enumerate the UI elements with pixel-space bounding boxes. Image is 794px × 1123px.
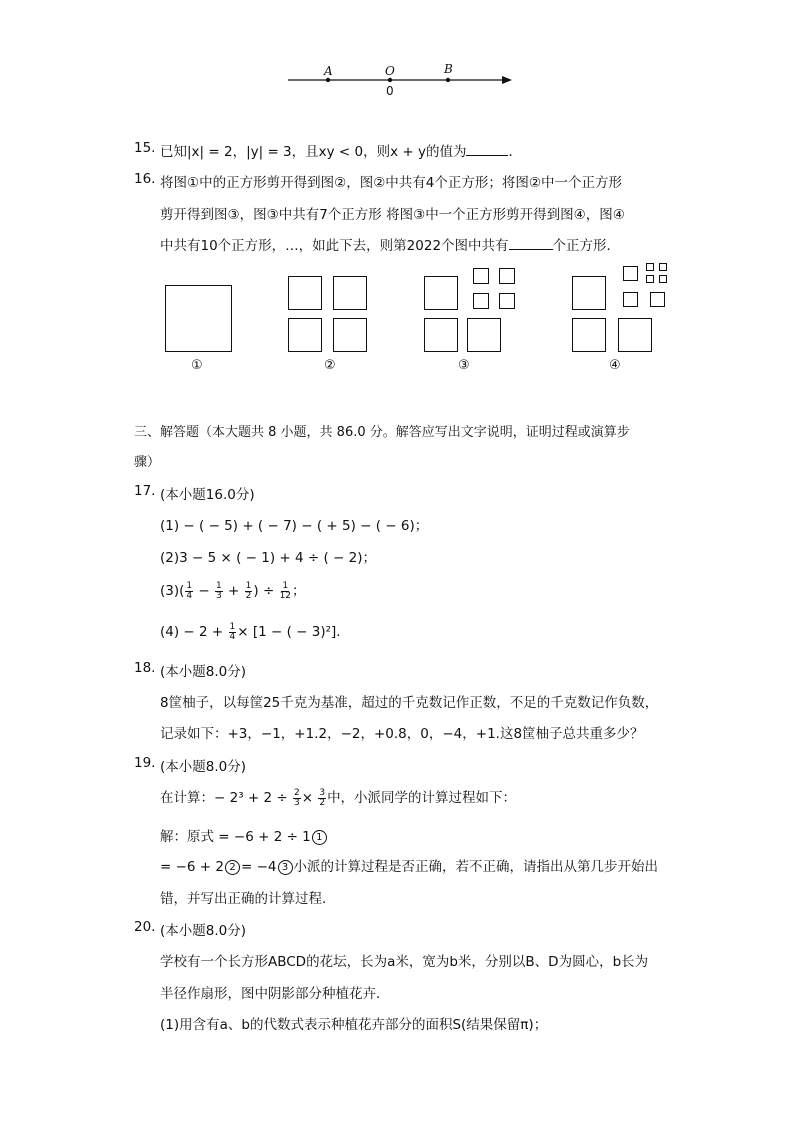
fraction-num: 1 xyxy=(245,580,252,591)
q20-score: (本小题8.0分) xyxy=(160,923,247,939)
q15-answer-blank xyxy=(466,141,508,156)
fraction-num: 3 xyxy=(319,787,326,798)
fraction xyxy=(245,582,253,601)
q17-score: (本小题16.0分) xyxy=(160,487,255,503)
q19-number: 19. xyxy=(134,755,156,771)
fraction-den: 2 xyxy=(245,590,252,601)
fig3-small-square xyxy=(499,268,515,284)
fig4-square xyxy=(572,318,606,352)
fig3-square xyxy=(424,276,458,310)
fig3-caption: ③ xyxy=(458,358,470,373)
fig1-square xyxy=(165,285,232,352)
q16-line2: 剪开得到图③，图③中共有7个正方形 将图③中一个正方形剪开得到图④，图④ xyxy=(160,207,625,223)
q19-solution-step1 xyxy=(160,825,328,845)
fig3-square xyxy=(424,318,458,352)
fig4-small-square xyxy=(650,292,665,307)
fig3-small-square xyxy=(499,293,515,309)
q19-line-end: 错，并写出正确的计算过程． xyxy=(160,891,336,907)
number-line xyxy=(280,58,520,102)
q19-calc xyxy=(160,786,516,808)
label-o: O xyxy=(385,64,395,78)
fig4-tiny-square xyxy=(646,263,654,271)
fig3-small-square xyxy=(473,293,489,309)
fig4-tiny-square xyxy=(646,275,654,283)
q20-line2: 半径作扇形，图中阴影部分种植花卉． xyxy=(160,986,390,1002)
fig3-small-square xyxy=(473,268,489,284)
fraction-num: 1 xyxy=(186,580,193,591)
q16-answer-blank xyxy=(509,235,553,250)
fraction xyxy=(280,582,291,601)
point-a xyxy=(326,78,330,82)
q19-score: (本小题8.0分) xyxy=(160,759,247,775)
q17-part1: (1) − ( − 5) + ( − 7) − ( + 5) − ( − 6)； xyxy=(160,518,429,534)
fig2-square xyxy=(288,318,322,352)
fraction-den: 2 xyxy=(319,797,326,808)
fraction-num: 1 xyxy=(229,621,236,632)
q20-line1: 学校有一个长方形ABCD的花坛，长为a米，宽为b米，分别以B、D为圆心，b长为 xyxy=(160,954,649,970)
q15-text xyxy=(160,140,522,160)
fraction xyxy=(318,789,326,808)
label-b: B xyxy=(444,62,453,76)
q20-number: 20. xyxy=(134,919,156,935)
q17-p4-pre: (4) − 2 + xyxy=(160,624,228,640)
fig4-caption: ④ xyxy=(609,358,621,373)
fig2-square xyxy=(333,276,367,310)
fraction-den: 4 xyxy=(229,631,236,642)
q17-part2: (2)3 − 5 × ( − 1) + 4 ÷ ( − 2)； xyxy=(160,550,376,566)
point-o xyxy=(388,78,392,82)
q15-question: 已知|x| = 2，|y| = 3，且xy < 0，则x + y的值为 xyxy=(160,144,467,160)
q19-calc-pre: 在计算：− 2³ + 2 ÷ xyxy=(160,790,292,806)
fig1-caption: ① xyxy=(191,358,203,373)
q20-line3: (1)用含有a、b的代数式表示种植花卉部分的面积S(结果保留π)； xyxy=(160,1017,548,1033)
point-b xyxy=(446,78,450,82)
q15-number: 15. xyxy=(134,140,156,156)
fraction-num: 1 xyxy=(216,580,222,591)
fraction-den: 3 xyxy=(293,797,300,808)
q18-score: (本小题8.0分) xyxy=(160,664,247,680)
fig4-square xyxy=(618,318,652,352)
q19-sol2b: = −4 xyxy=(241,859,277,875)
fig4-small-square xyxy=(623,266,638,281)
q19-solution-step2 xyxy=(160,855,658,875)
step-marker: 3 xyxy=(278,860,293,875)
q15-period: ． xyxy=(508,144,522,160)
label-a: A xyxy=(324,64,333,78)
q16-line3-text: 中共有10个正方形，…，如此下去，则第2022个图中共有 xyxy=(160,238,509,254)
label-zero: 0 xyxy=(386,84,394,98)
q16-line3-end: 个正方形． xyxy=(552,238,621,254)
fraction xyxy=(215,582,223,601)
fraction xyxy=(229,623,237,642)
fraction-num: 1 xyxy=(282,580,289,591)
q17-p3-end: ； xyxy=(292,583,306,599)
fraction-num: 2 xyxy=(293,787,300,798)
fraction-den: 3 xyxy=(216,590,222,601)
fig4-tiny-square xyxy=(659,263,667,271)
q18-line2: 记录如下：+3，−1，+1.2，−2，+0.8，0，−4，+1.这8筐柚子总共重多少？ xyxy=(160,726,644,742)
fig4-tiny-square xyxy=(659,275,667,283)
section3-heading: 三、解答题（本大题共 8 小题，共 86.0 分。解答应写出文字说明，证明过程或演算步 xyxy=(134,425,630,440)
q18-number: 18. xyxy=(134,660,156,676)
q17-p3-op: − xyxy=(194,583,215,599)
q16-line3 xyxy=(160,234,620,254)
fraction xyxy=(185,582,193,601)
q17-p3-op: + xyxy=(223,583,244,599)
q19-calc-post: 中，小派同学的计算过程如下： xyxy=(327,790,517,806)
q17-part4 xyxy=(160,620,350,642)
fig2-square xyxy=(288,276,322,310)
step-marker: 1 xyxy=(312,830,327,845)
q19-sol2c: 小派的计算过程是否正确，若不正确，请指出从第几步开始出 xyxy=(293,859,659,875)
q17-number: 17. xyxy=(134,483,156,499)
fig2-caption: ② xyxy=(324,358,336,373)
fraction xyxy=(293,789,301,808)
fig4-square xyxy=(572,276,606,310)
section3-heading-cont: 骤） xyxy=(134,455,161,470)
fig4-small-square xyxy=(623,292,638,307)
q19-calc-mid: × xyxy=(301,790,318,806)
q19-sol1: 解：原式 = −6 + 2 ÷ 1 xyxy=(160,829,311,845)
fig3-square xyxy=(467,318,501,352)
q17-p4-post: × [1 − ( − 3)²]． xyxy=(237,624,350,640)
q17-p3-op: ) ÷ xyxy=(253,583,279,599)
q16-line1: 将图①中的正方形剪开得到图②，图②中共有4个正方形；将图②中一个正方形 xyxy=(160,175,622,191)
q19-sol2a: = −6 + 2 xyxy=(160,859,224,875)
fraction-den: 12 xyxy=(279,590,292,601)
q18-line1: 8筐柚子，以每筐25千克为基准，超过的千克数记作正数，不足的千克数记作负数， xyxy=(160,695,659,711)
q16-number: 16. xyxy=(134,171,156,187)
q17-part3 xyxy=(160,579,306,601)
fraction-den: 4 xyxy=(186,590,193,601)
q17-p3-pre: (3)( xyxy=(160,583,185,599)
fig2-square xyxy=(333,318,367,352)
step-marker: 2 xyxy=(225,860,240,875)
